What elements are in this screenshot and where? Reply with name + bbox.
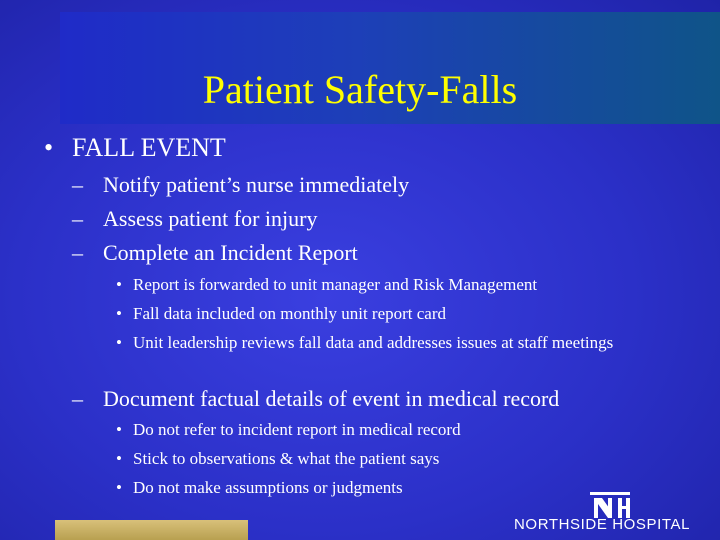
northside-logo-icon <box>588 492 632 518</box>
dash-marker: – <box>72 172 83 197</box>
bullet-marker: • <box>116 333 122 352</box>
slide-title: Patient Safety-Falls <box>202 67 518 112</box>
main-bullet-text: FALL EVENT <box>72 133 226 162</box>
footer-accent-bar <box>55 520 248 540</box>
dash-marker: – <box>72 206 83 231</box>
sub-list-item-text: Fall data included on monthly unit report card <box>133 304 447 323</box>
bullet-marker: • <box>116 420 122 439</box>
sub-list-item-text: Do not make assumptions or judgments <box>133 478 403 497</box>
bullet-marker: • <box>116 304 122 323</box>
sub-list-item-text: Do not refer to incident report in medical record <box>133 420 461 439</box>
sub-list-item-text: Report is forwarded to unit manager and Risk Management <box>133 275 538 294</box>
sub-list-item-text: Stick to observations & what the patient says <box>133 449 440 468</box>
bullet-marker: • <box>116 449 122 468</box>
list-item-text: Notify patient’s nurse immediately <box>103 172 410 197</box>
list-item-text: Complete an Incident Report <box>103 240 358 265</box>
bullet-marker: • <box>44 133 54 162</box>
dash-marker: – <box>72 240 83 265</box>
dash-marker: – <box>72 386 83 411</box>
bullet-marker: • <box>116 275 122 294</box>
sub-list-item-text: Unit leadership reviews fall data and addresses issues at staff meetings <box>133 333 614 352</box>
list-item-text: Assess patient for injury <box>103 206 318 231</box>
list-item-text: Document factual details of event in medical record <box>103 386 560 411</box>
bullet-marker: • <box>116 478 122 497</box>
hospital-name: NORTHSIDE HOSPITAL <box>514 516 691 533</box>
